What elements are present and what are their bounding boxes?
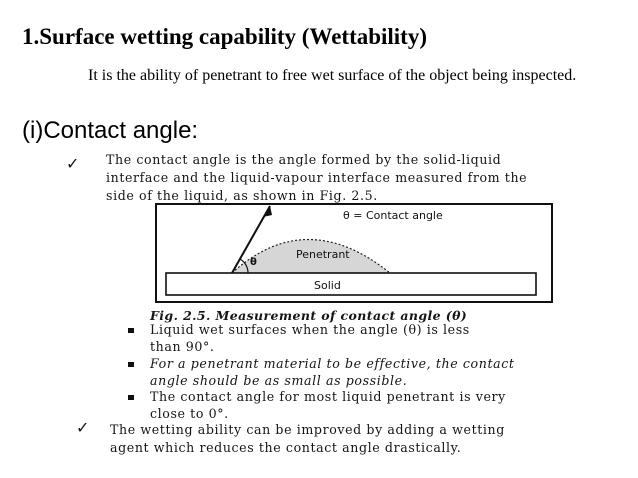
slide-title: 1.Surface wetting capability (Wettability) — [22, 24, 428, 49]
definition-line: interface and the liquid-vapour interface measured from the — [106, 170, 528, 185]
bullet-line: The contact angle for most liquid penetrant is very — [150, 389, 506, 404]
bullet-icon — [128, 395, 134, 400]
bullet-line: For a penetrant material to be effective, the contact — [150, 356, 515, 371]
check-icon: ✓ — [66, 154, 80, 173]
penetrant-label: Penetrant — [296, 248, 350, 261]
contact-angle-figure — [60, 146, 620, 466]
bullet-icon — [128, 362, 134, 367]
closing-line: The wetting ability can be improved by adding a wetting — [110, 422, 505, 437]
theta-label: θ — [250, 257, 257, 268]
bullet-line: Liquid wet surfaces when the angle (θ) is less — [150, 322, 470, 337]
intro-paragraph: It is the ability of penetrant to free wet surface of the object being inspected. — [88, 67, 577, 84]
definition-line: The contact angle is the angle formed by the solid-liquid — [106, 152, 502, 167]
definition-line: side of the liquid, as shown in Fig. 2.5. — [106, 188, 378, 203]
bullet-line: close to 0°. — [150, 406, 229, 421]
section-heading: (i)Contact angle: — [22, 117, 199, 144]
bullet-icon — [128, 328, 134, 333]
bullet-line: angle should be as small as possible. — [150, 373, 408, 388]
solid-label: Solid — [314, 279, 341, 292]
scanned-excerpt — [60, 146, 620, 466]
closing-line: agent which reduces the contact angle drastically. — [110, 440, 462, 455]
arrow-head-icon — [263, 206, 272, 217]
solid-surface — [166, 273, 536, 295]
figure-caption: Fig. 2.5. Measurement of contact angle (θ) — [150, 308, 468, 323]
check-icon: ✓ — [76, 418, 90, 437]
figure-legend: θ = Contact angle — [343, 209, 443, 222]
bullet-line: than 90°. — [150, 339, 215, 354]
